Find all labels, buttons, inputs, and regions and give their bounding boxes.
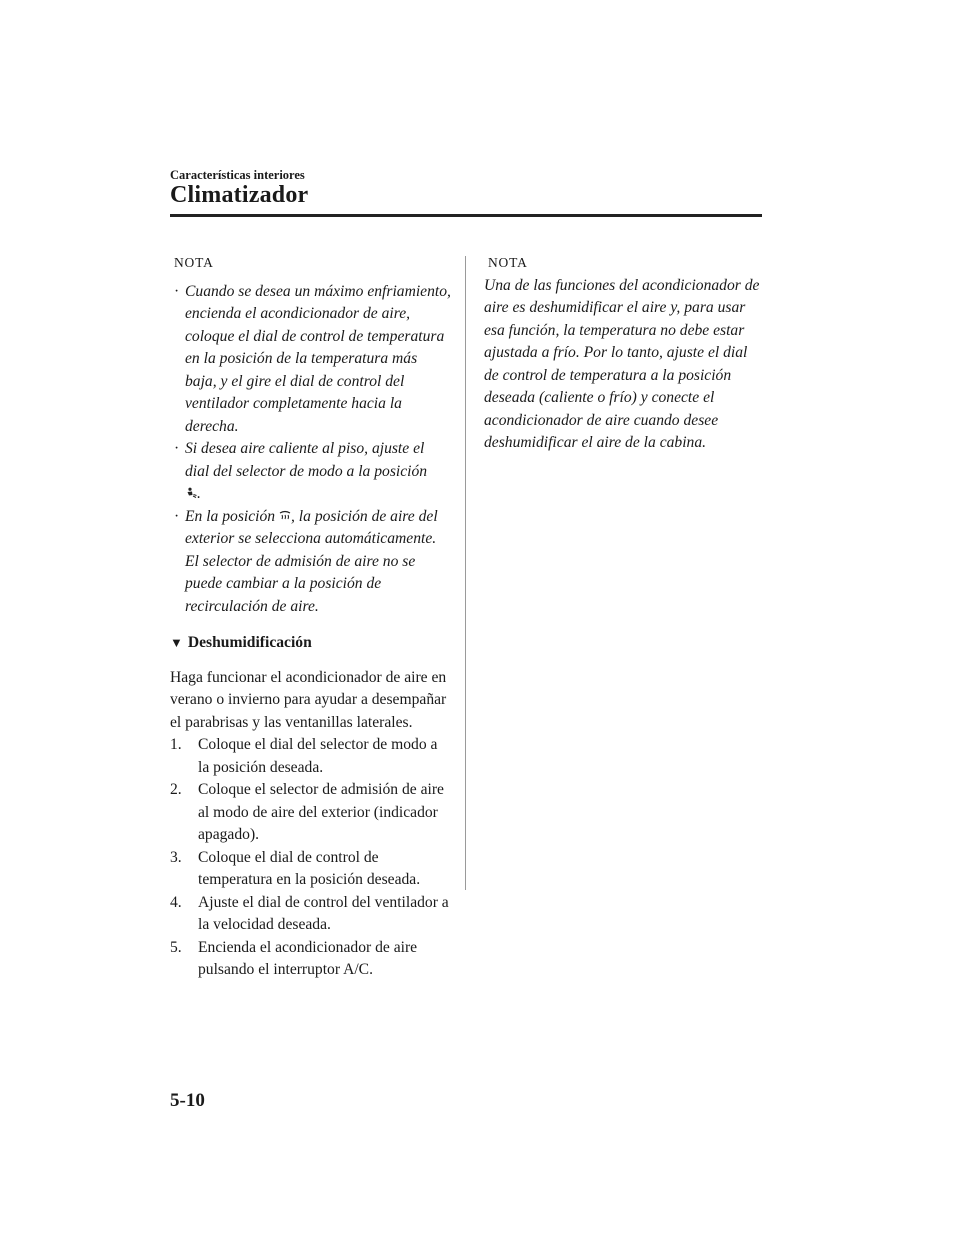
floor-mode-icon — [185, 487, 197, 499]
note-item-3 — [170, 506, 452, 619]
note-text-2-end: . — [197, 485, 201, 502]
steps-list — [170, 734, 452, 982]
section-heading — [170, 632, 452, 655]
intro-paragraph: Haga funcionar el acondicionador de aire en verano o invierno para ayudar a desempañar el parabrisas y las ventanillas laterales. — [170, 668, 447, 731]
step-text: Coloque el dial del selector de modo a la posición deseada. — [198, 736, 438, 776]
note-list — [170, 281, 452, 619]
step-item — [170, 734, 452, 779]
right-note-text: Una de las funciones del acondicionador de aire es deshumidificar el aire y, para usar esa función, la temperatura no debe estar ajustada a frío. Por lo tanto, ajuste el dial de control de temperatura a la posición deseada (caliente o frío) y conecte el acondicionador de aire cuando desee deshumidificar el aire de la cabina. — [484, 276, 760, 451]
defroster-icon — [279, 510, 291, 522]
left-column — [170, 252, 452, 982]
bullet: · — [174, 282, 180, 300]
section-label: Características interiores — [170, 168, 305, 182]
step-item — [170, 937, 452, 982]
bullet: · — [174, 507, 180, 525]
step-number: 1. — [170, 736, 182, 753]
step-text: Ajuste el dial de control del ventilador a la velocidad deseada. — [198, 893, 449, 933]
right-column — [484, 252, 764, 455]
page-title: Climatizador — [170, 182, 309, 208]
step-text: Coloque el selector de admisión de aire al modo de aire del exterior (indicador apagado). — [198, 781, 444, 843]
title-rule — [170, 214, 762, 217]
note-item-2 — [170, 438, 452, 506]
heading-text: Deshumidificación — [187, 634, 312, 651]
step-item — [170, 779, 452, 847]
page-number: 5-10 — [170, 1090, 205, 1111]
step-item — [170, 892, 452, 937]
note-text-3a: En la posición — [185, 507, 276, 525]
step-number: 4. — [170, 893, 182, 911]
step-text: Coloque el dial de control de temperatura en la posición deseada. — [198, 848, 421, 888]
note-text-1: Cuando se desea un máximo enfriamiento, encienda el acondicionador de aire, coloque el dial de control de temperatura en la posición de la temperatura más baja, y el gire el dial de control del ventilador completamente hacia la derecha. — [185, 282, 451, 435]
note-item-1 — [170, 281, 452, 439]
step-number: 5. — [170, 938, 182, 956]
step-text: Encienda el acondicionador de aire pulsando el interruptor A/C. — [198, 938, 418, 978]
note-label: NOTA — [488, 255, 528, 270]
triangle-down-icon: ▼ — [170, 635, 183, 650]
step-number: 2. — [170, 781, 182, 798]
bullet: · — [174, 440, 180, 457]
step-item — [170, 847, 452, 892]
note-label: NOTA — [174, 255, 214, 270]
step-number: 3. — [170, 848, 182, 866]
note-text-3b: , la posición de aire del exterior se selecciona automáticamente. El selector de admisión de aire no se puede cambiar a la posición de recirculación de aire. — [185, 507, 438, 615]
column-divider — [465, 256, 466, 890]
note-text-2: Si desea aire caliente al piso, ajuste el dial del selector de modo a la posición — [185, 440, 428, 480]
